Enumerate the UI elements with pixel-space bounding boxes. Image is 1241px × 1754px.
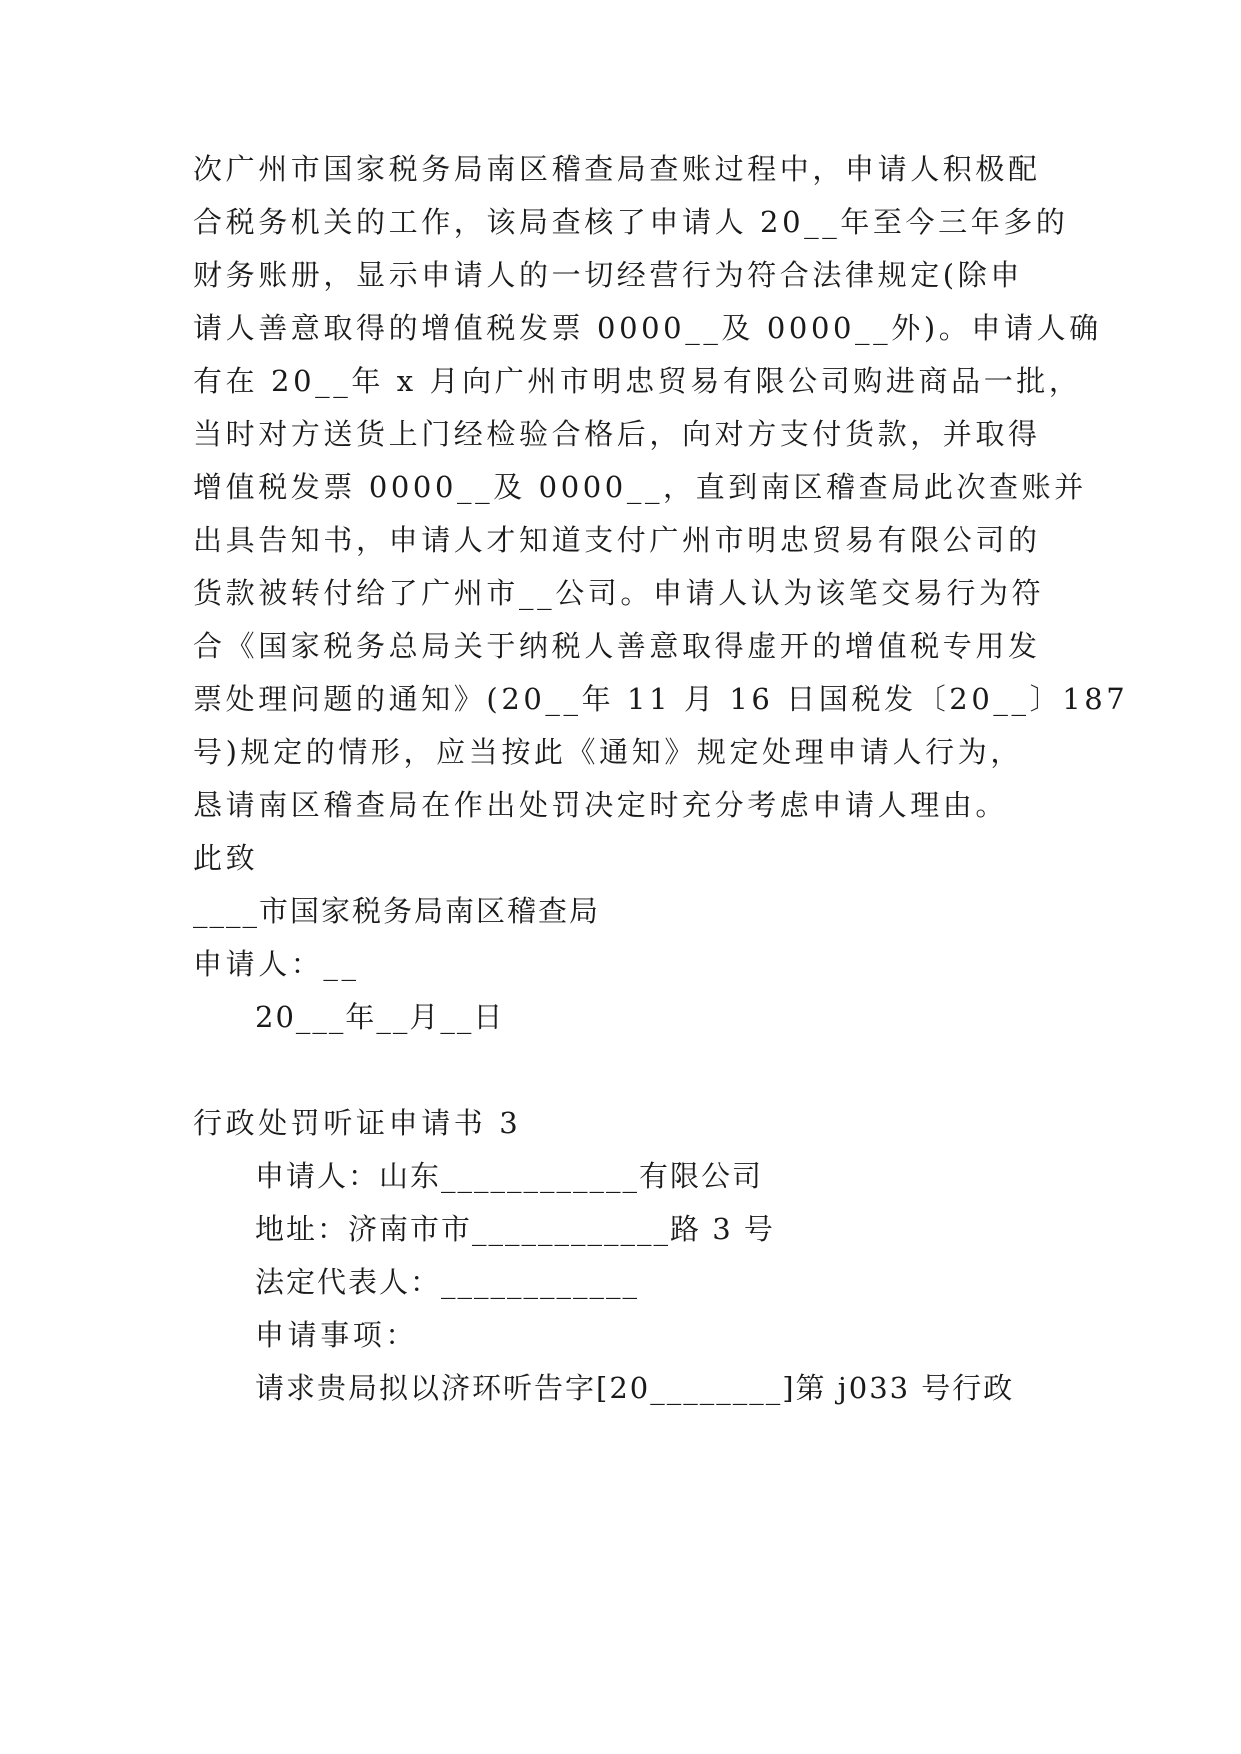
paragraph-line: 合税务机关的工作，该局查核了申请人 20__年至今三年多的 xyxy=(193,205,1069,239)
paragraph-line: 有在 20__年 x 月向广州市明忠贸易有限公司购进商品一批， xyxy=(193,364,1082,398)
paragraph-line: 票处理问题的通知》(20__年 11 月 16 日国税发〔20__〕187 xyxy=(193,682,1129,716)
paragraph-line: 出具告知书，申请人才知道支付广州市明忠贸易有限公司的 xyxy=(193,523,1041,557)
address-field: 地址：济南市市____________路 3 号 xyxy=(255,1212,775,1246)
paragraph-line: 货款被转付给了广州市__公司。申请人认为该笔交易行为符 xyxy=(193,576,1045,610)
paragraph-line: 增值税发票 0000__及 0000__，直到南区稽查局此次查账并 xyxy=(193,470,1087,504)
recipient-line: ____市国家税务局南区稽查局 xyxy=(193,894,601,928)
applicant-signature: 申请人：__ xyxy=(193,947,360,981)
paragraph-line: 恳请南区稽查局在作出处罚决定时充分考虑申请人理由。 xyxy=(193,788,1009,822)
request-label: 申请事项： xyxy=(255,1318,419,1352)
section-title: 行政处罚听证申请书 3 xyxy=(193,1106,522,1140)
request-text: 请求贵局拟以济环听告字[20________]第 j033 号行政 xyxy=(255,1371,1015,1405)
applicant-field: 申请人：山东____________有限公司 xyxy=(255,1159,764,1193)
paragraph-line: 当时对方送货上门经检验合格后，向对方支付货款，并取得 xyxy=(193,417,1041,451)
paragraph-line: 请人善意取得的增值税发票 0000__及 0000__外)。申请人确 xyxy=(193,311,1102,345)
closing-salutation: 此致 xyxy=(193,841,259,875)
legal-rep-field: 法定代表人：____________ xyxy=(255,1265,640,1299)
date-line: 20___年__月__日 xyxy=(255,1000,505,1034)
paragraph-line: 次广州市国家税务局南区稽查局查账过程中，申请人积极配 xyxy=(193,152,1041,186)
paragraph-line: 号)规定的情形，应当按此《通知》规定处理申请人行为， xyxy=(193,735,1023,769)
paragraph-line: 财务账册，显示申请人的一切经营行为符合法律规定(除申 xyxy=(193,258,1023,292)
paragraph-line: 合《国家税务总局关于纳税人善意取得虚开的增值税专用发 xyxy=(193,629,1041,663)
